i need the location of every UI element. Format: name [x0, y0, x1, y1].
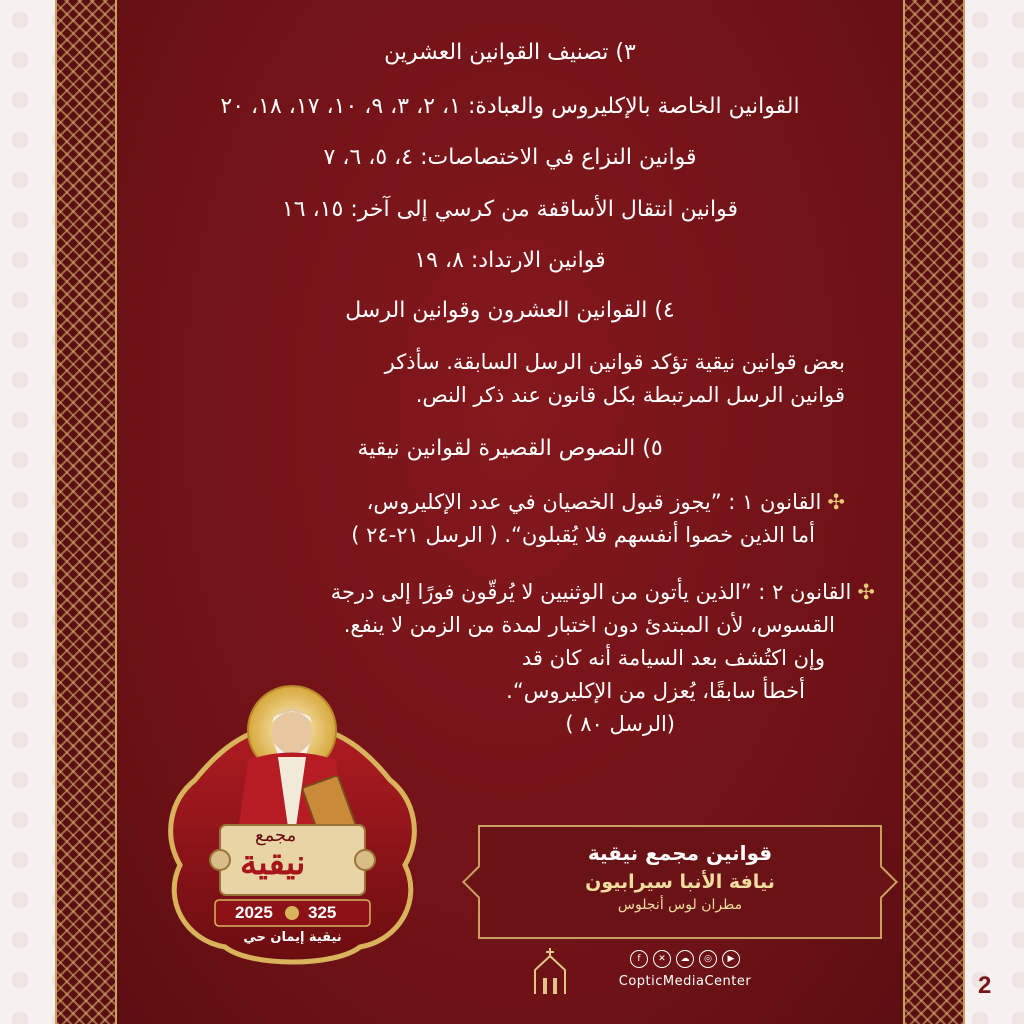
- soundcloud-icon[interactable]: ☁: [676, 950, 694, 968]
- coptic-media-center-logo: [525, 948, 575, 996]
- emblem-year-left: 2025: [235, 903, 273, 922]
- emblem-tagline: نيقية إيمان حي: [243, 930, 342, 945]
- heading-classification: ٣) تصنيف القوانين العشرين: [384, 40, 636, 65]
- heading-short-texts: ٥) النصوص القصيرة لقوانين نيقية: [357, 436, 663, 461]
- instagram-icon[interactable]: ◎: [699, 950, 717, 968]
- heading-apostolic-canons: ٤) القوانين العشرون وقوانين الرسل: [345, 298, 675, 323]
- bishop-name: نيافة الأنبا سيرابيون: [585, 871, 775, 893]
- apostasy-canons-line: قوانين الارتداد: ٨، ١٩: [414, 248, 606, 273]
- bishop-title: مطران لوس أنجلوس: [617, 897, 743, 913]
- dispute-canons-line: قوانين النزاع في الاختصاصات: ٤، ٥، ٦، ٧: [323, 145, 697, 170]
- canon-2-line: وإن اكتُشف بعد السيامة أنه كان قد: [521, 646, 825, 670]
- canon-2-line: أخطأ سابقًا، يُعزل من الإكليروس“.: [506, 679, 805, 703]
- apostolic-paragraph: [165, 346, 845, 412]
- clergy-canons-line: القوانين الخاصة بالإكليروس والعبادة: ١، ٢، ٣، ٩، ١٠، ١٧، ١٨، ٢٠: [220, 94, 800, 119]
- canon-2-line: (الرسل ٨٠ ): [565, 712, 675, 736]
- canon-1-line: أما الذين خصوا أنفسهم فلا يُقبلون“. ( الرسل ٢١-٢٤ ): [351, 523, 815, 547]
- footer: [600, 950, 770, 989]
- x-icon[interactable]: ✕: [653, 950, 671, 968]
- page-number: 2: [978, 972, 992, 999]
- nicaea-emblem: [160, 685, 425, 970]
- transfer-canons-line: قوانين انتقال الأساقفة من كرسي إلى آخر: ١٥، ١٦: [281, 197, 739, 222]
- emblem-title-top: مجمع: [255, 825, 297, 846]
- emblem-title-main: نيقية: [240, 843, 306, 883]
- facebook-icon[interactable]: f: [630, 950, 648, 968]
- series-info-box: [478, 825, 882, 939]
- canon-1-line: ✣القانون ١ : ”يجوز قبول الخصيان في عدد الإكليروس،: [366, 490, 845, 514]
- apostolic-paragraph-line: قوانين الرسل المرتبطة بكل قانون عند ذكر النص.: [415, 383, 845, 407]
- brand-handle[interactable]: CopticMediaCenter: [618, 974, 752, 989]
- canon-2-line: ✣القانون ٢ : ”الذين يأتون من الوثنيين لا يُرقّون فورًا إلى درجة: [330, 580, 875, 604]
- emblem-year-right: 325: [308, 903, 337, 922]
- apostolic-paragraph-line: بعض قوانين نيقية تؤكد قوانين الرسل السابقة. سأذكر: [384, 350, 845, 374]
- cross-icon: ✣: [857, 580, 875, 604]
- social-icons: [600, 950, 770, 968]
- left-ornamental-border: [55, 0, 117, 1024]
- right-ornamental-border: [903, 0, 965, 1024]
- canon-1-block: [145, 486, 845, 552]
- youtube-icon[interactable]: ▶: [722, 950, 740, 968]
- canon-2-line: القسوس، لأن المبتدئ دون اختبار لمدة من الزمن لا ينفع.: [343, 613, 835, 637]
- cross-icon: ✣: [827, 490, 845, 514]
- series-title: قوانين مجمع نيقية: [587, 841, 773, 865]
